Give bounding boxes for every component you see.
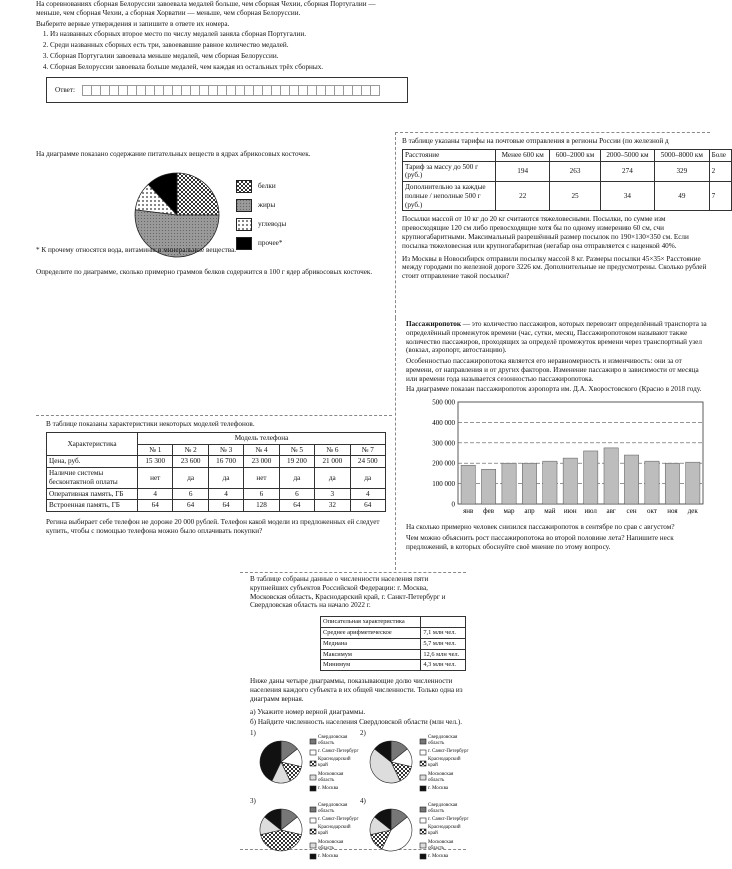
cell: да bbox=[350, 468, 385, 489]
x-tick-label: апр bbox=[524, 507, 535, 516]
bar-дек bbox=[686, 462, 700, 504]
legend-item: жиры bbox=[236, 199, 286, 212]
cell: 128 bbox=[244, 500, 279, 512]
legend-item: Краснодарский край bbox=[420, 825, 470, 837]
medals-option: 4. Сборная Белоруссии завоевала больше медалей, чем каждая из остальных трёх сборных. bbox=[50, 63, 392, 72]
x-tick-label: сен bbox=[626, 507, 637, 516]
legend-item: г. Москва bbox=[420, 786, 470, 792]
apricot-question: Определите по диаграмме, сколько примерно граммов белков содержится в 100 г ядер абрикосовых косточек. bbox=[36, 268, 373, 276]
x-tick-label: окт bbox=[647, 507, 657, 516]
apricot-footnote: * К прочему относятся вода, витамины и минеральные вещества. bbox=[36, 246, 237, 254]
cell: 6 bbox=[173, 488, 208, 500]
x-tick-label: май bbox=[544, 507, 556, 516]
bar-май bbox=[543, 461, 557, 504]
population-text: Ниже даны четыре диаграммы, показывающие долю численности населения каждого субъекта в их общей численности. Только одна из диаграмм верная. bbox=[250, 677, 463, 703]
bar-июл bbox=[584, 451, 598, 504]
pie-number: 1) bbox=[250, 729, 256, 738]
answer-grid[interactable] bbox=[83, 85, 380, 96]
legend-item: Свердловская область bbox=[310, 803, 360, 815]
medals-option: 2. Среди названных сборных есть три, завоевавшие равное количество медалей. bbox=[50, 41, 392, 50]
apricot-task bbox=[36, 150, 392, 315]
model-header: № 4 bbox=[244, 444, 279, 456]
cell: 6 bbox=[279, 488, 314, 500]
cell: да bbox=[173, 468, 208, 489]
medals-task bbox=[36, 0, 392, 150]
cell: 64 bbox=[279, 500, 314, 512]
model-header: № 5 bbox=[279, 444, 314, 456]
x-tick-label: мар bbox=[503, 507, 515, 516]
legend-item: г. Санкт-Петербург bbox=[420, 817, 470, 823]
bar-янв bbox=[461, 465, 475, 504]
legend-item: белки bbox=[236, 180, 286, 193]
x-tick-label: июн bbox=[563, 507, 577, 516]
legend-item: г. Москва bbox=[310, 786, 360, 792]
tariff-question: Из Москвы в Новосибирск отправили посылку массой 8 кг. Размеры посылки 45×35× Расстояние между городами по железной дороге 3226 км. Дополнительные не предусмотрены. Сколько рублей стоит отправление такой посылки? bbox=[402, 254, 707, 281]
cell: 64 bbox=[208, 500, 243, 512]
legend-item: г. Москва bbox=[310, 854, 360, 860]
row-label: Цена, руб. bbox=[47, 456, 138, 468]
phones-table: Характеристика Модель телефона № 1 № 2 № 3 № 4 № 5 № 6 № 7 Цена, руб. 15 300 23 600 16 700 23 000 19 200 21 000 24 500 Наличие системы бесконтактной оплаты нет да да нет да да да Оперативная память, ГБ 4 6 4 6 6 3 4 Встроенная память, ГБ 64 64 64 128 64 32 64 bbox=[46, 432, 386, 512]
cell: да bbox=[279, 468, 314, 489]
x-tick-label: дек bbox=[687, 507, 698, 516]
y-tick-label: 400 000 bbox=[432, 419, 455, 428]
bar-июн bbox=[563, 458, 577, 504]
medals-task-text: Выберите верные утверждения и запишите в ответе их номера. bbox=[36, 19, 230, 28]
legend-item: Краснодарский край bbox=[310, 825, 360, 837]
cell: 64 bbox=[138, 500, 173, 512]
cell: 4 bbox=[208, 488, 243, 500]
bar-ноя bbox=[665, 463, 679, 504]
table-row bbox=[47, 500, 386, 512]
passenger-term: Пассажиропоток bbox=[406, 320, 462, 328]
bar-фев bbox=[481, 470, 495, 505]
population-table: Описательная характеристика Среднее арифметическое 7,1 млн чел. Медиана 5,7 млн чел. Максимум 12,6 млн чел. Минимум 4,3 млн чел. bbox=[320, 616, 466, 671]
phones-intro: В таблице показаны характеристики некоторых моделей телефонов. bbox=[46, 420, 255, 428]
apricot-legend bbox=[236, 180, 286, 256]
passenger-definition: Пассажиропоток — это количество пассажиров, которых перевозит определённый транспорта за определённый промежуток времени (час, сутки, месяц, Пассажиропотоком называют также количество пассажиров, проходящих за определё промежуток времени через транспортный узел (вокзал, аэропорт, автостанцию). bbox=[406, 320, 707, 355]
legend-item: Свердловская область bbox=[420, 735, 470, 747]
cell: 15 300 bbox=[138, 456, 173, 468]
model-header: № 7 bbox=[350, 444, 385, 456]
legend-item: Свердловская область bbox=[310, 735, 360, 747]
medals-option: 3. Сборная Португалии завоевала меньше медалей, чем сборная Белоруссии. bbox=[50, 52, 392, 61]
legend-item: г. Санкт-Петербург bbox=[310, 817, 360, 823]
legend-item: г. Санкт-Петербург bbox=[420, 749, 470, 755]
legend-item: Московская область bbox=[310, 840, 360, 852]
pie-number: 4) bbox=[360, 797, 366, 806]
tariff-task bbox=[395, 132, 726, 318]
cell: 24 500 bbox=[350, 456, 385, 468]
row-label: Встроенная память, ГБ bbox=[47, 500, 138, 512]
cell: да bbox=[315, 468, 350, 489]
cell: 23 600 bbox=[173, 456, 208, 468]
pie-slice-белки bbox=[177, 173, 219, 215]
cell: 6 bbox=[244, 488, 279, 500]
row-label: Наличие системы бесконтактной оплаты bbox=[47, 468, 138, 489]
y-tick-label: 300 000 bbox=[432, 439, 455, 448]
x-tick-label: ноя bbox=[667, 507, 678, 516]
legend-item: Свердловская область bbox=[420, 803, 470, 815]
legend-item: Краснодарский край bbox=[420, 757, 470, 769]
legend-item: Краснодарский край bbox=[310, 757, 360, 769]
passenger-bar-chart bbox=[406, 396, 711, 520]
population-qa: а) Укажите номер верной диаграммы. bbox=[250, 707, 366, 716]
legend-item: Московская область bbox=[310, 772, 360, 784]
y-tick-label: 200 000 bbox=[432, 459, 455, 468]
answer-box[interactable] bbox=[46, 77, 408, 103]
table-row bbox=[47, 468, 386, 489]
medals-option: 1. Из названных сборных второе место по числу медалей заняла сборная Португалии. bbox=[50, 30, 392, 39]
bar-окт bbox=[645, 461, 659, 504]
apricot-intro: На диаграмме показано содержание питательных веществ в ядрах абрикосовых косточек. bbox=[36, 150, 311, 158]
passenger-task bbox=[395, 318, 710, 570]
population-pie-option[interactable] bbox=[360, 797, 470, 863]
model-header: № 3 bbox=[208, 444, 243, 456]
x-tick-label: фев bbox=[483, 507, 495, 516]
y-tick-label: 100 000 bbox=[432, 480, 455, 489]
population-intro: В таблице собраны данные о численности населения пяти крупнейших субъектов Российской Федерации: г. Москва, Московская область, Краснодарский край, г. Санкт-Петербург и Свердловская область на начало 2022 г. bbox=[250, 575, 446, 610]
cell: 4 bbox=[138, 488, 173, 500]
x-tick-label: июл bbox=[584, 507, 597, 516]
legend-item: г. Санкт-Петербург bbox=[310, 749, 360, 755]
pie-number: 2) bbox=[360, 729, 366, 738]
table-row bbox=[47, 488, 386, 500]
phones-question: Регина выбирает себе телефон не дороже 20 000 рублей. Телефон какой модели из предложенных ей следует купить, чтобы с помощью телефона можно было оплачивать покупки? bbox=[46, 518, 380, 536]
model-header: № 6 bbox=[315, 444, 350, 456]
passenger-question-1: На сколько примерно человек снизился пассажиропоток в сентябре по срав с августом? bbox=[406, 523, 675, 532]
cell: 23 000 bbox=[244, 456, 279, 468]
population-qb: б) Найдите численность населения Свердловской области (млн чел.). bbox=[250, 718, 463, 727]
model-header: № 1 bbox=[138, 444, 173, 456]
population-pie-option[interactable] bbox=[360, 729, 470, 795]
cell: 21 000 bbox=[315, 456, 350, 468]
legend-item: Московская область bbox=[420, 840, 470, 852]
passenger-chart-intro: На диаграмме показан пассажиропоток аэропорта им. Д.А. Хворостовского (Красно в 2018 году. bbox=[406, 385, 702, 394]
population-pies bbox=[250, 729, 469, 869]
answer-label: Ответ: bbox=[55, 86, 76, 95]
cell: 19 200 bbox=[279, 456, 314, 468]
row-label: Оперативная память, ГБ bbox=[47, 488, 138, 500]
legend-item: углеводы bbox=[236, 218, 286, 231]
cell: 16 700 bbox=[208, 456, 243, 468]
table-row bbox=[47, 456, 386, 468]
population-pie-option[interactable] bbox=[250, 729, 360, 795]
passenger-question-2: Чем можно объяснить рост пассажиропотока во второй половине лета? Напишите неск предложений, в которых обоснуйте своё мнение по этому вопросу. bbox=[406, 533, 674, 551]
legend-item: Московская область bbox=[420, 772, 470, 784]
y-tick-label: 0 bbox=[451, 500, 455, 509]
x-tick-label: авг bbox=[606, 507, 616, 516]
medals-intro: На соревнованиях сборная Белоруссии завоевала медалей больше, чем сборная Чехии, сборная Португалии — меньше, чем сборная Чехии, а сборная Хорватии — меньше, чем сборная Белоруссии. bbox=[36, 0, 376, 17]
legend-item: г. Москва bbox=[420, 854, 470, 860]
tariff-table: Расстояние Менее 600 км 600–2000 км 2000–5000 км 5000–8000 км Боле Тариф за массу до 500 г (руб.) 194 263 274 329 2 Дополнительно за каждые полные / неполные 500 г (руб.) 22 25 34 49 7 bbox=[402, 149, 732, 212]
cell: нет bbox=[138, 468, 173, 489]
cell: 3 bbox=[315, 488, 350, 500]
population-task bbox=[240, 572, 469, 859]
phones-task bbox=[36, 415, 392, 575]
cell: да bbox=[208, 468, 243, 489]
bar-апр bbox=[522, 463, 536, 504]
cell: 32 bbox=[315, 500, 350, 512]
medals-options bbox=[36, 30, 392, 71]
x-tick-label: янв bbox=[463, 507, 474, 516]
passenger-paragraph: Особенностью пассажиропотока является его неравномерность и изменчивость: они за от времени, от направления и от других факторов. Изменение пассажиро в зависимости от месяца или времени года называется сезонностью пассажиропотока. bbox=[406, 357, 699, 383]
population-pie-option[interactable] bbox=[250, 797, 360, 863]
legend-item: прочее* bbox=[236, 237, 286, 250]
cell: 64 bbox=[173, 500, 208, 512]
cell: 4 bbox=[350, 488, 385, 500]
bar-сен bbox=[624, 455, 638, 504]
tariff-paragraph: Посылки массой от 10 кг до 20 кг считаются тяжеловесными. Посылки, по сумме изм превосходящие 120 см либо превосходящие хотя бы по одному измерению 60 см, счи крупногабаритными. Максимальный разрешённый размер посылок по 190×130×350 см. Если посылка тяжеловесная или крупногабаритная (негабар она отправляется с наценкой 40%. bbox=[402, 215, 689, 250]
cell: нет bbox=[244, 468, 279, 489]
pie-number: 3) bbox=[250, 797, 256, 806]
bar-мар bbox=[502, 463, 516, 504]
tariff-intro: В таблице указаны тарифы на почтовые отправления в регионы России (по железной д bbox=[402, 137, 669, 145]
y-tick-label: 500 000 bbox=[432, 398, 455, 407]
model-header: № 2 bbox=[173, 444, 208, 456]
cell: 64 bbox=[350, 500, 385, 512]
bar-авг bbox=[604, 448, 618, 504]
